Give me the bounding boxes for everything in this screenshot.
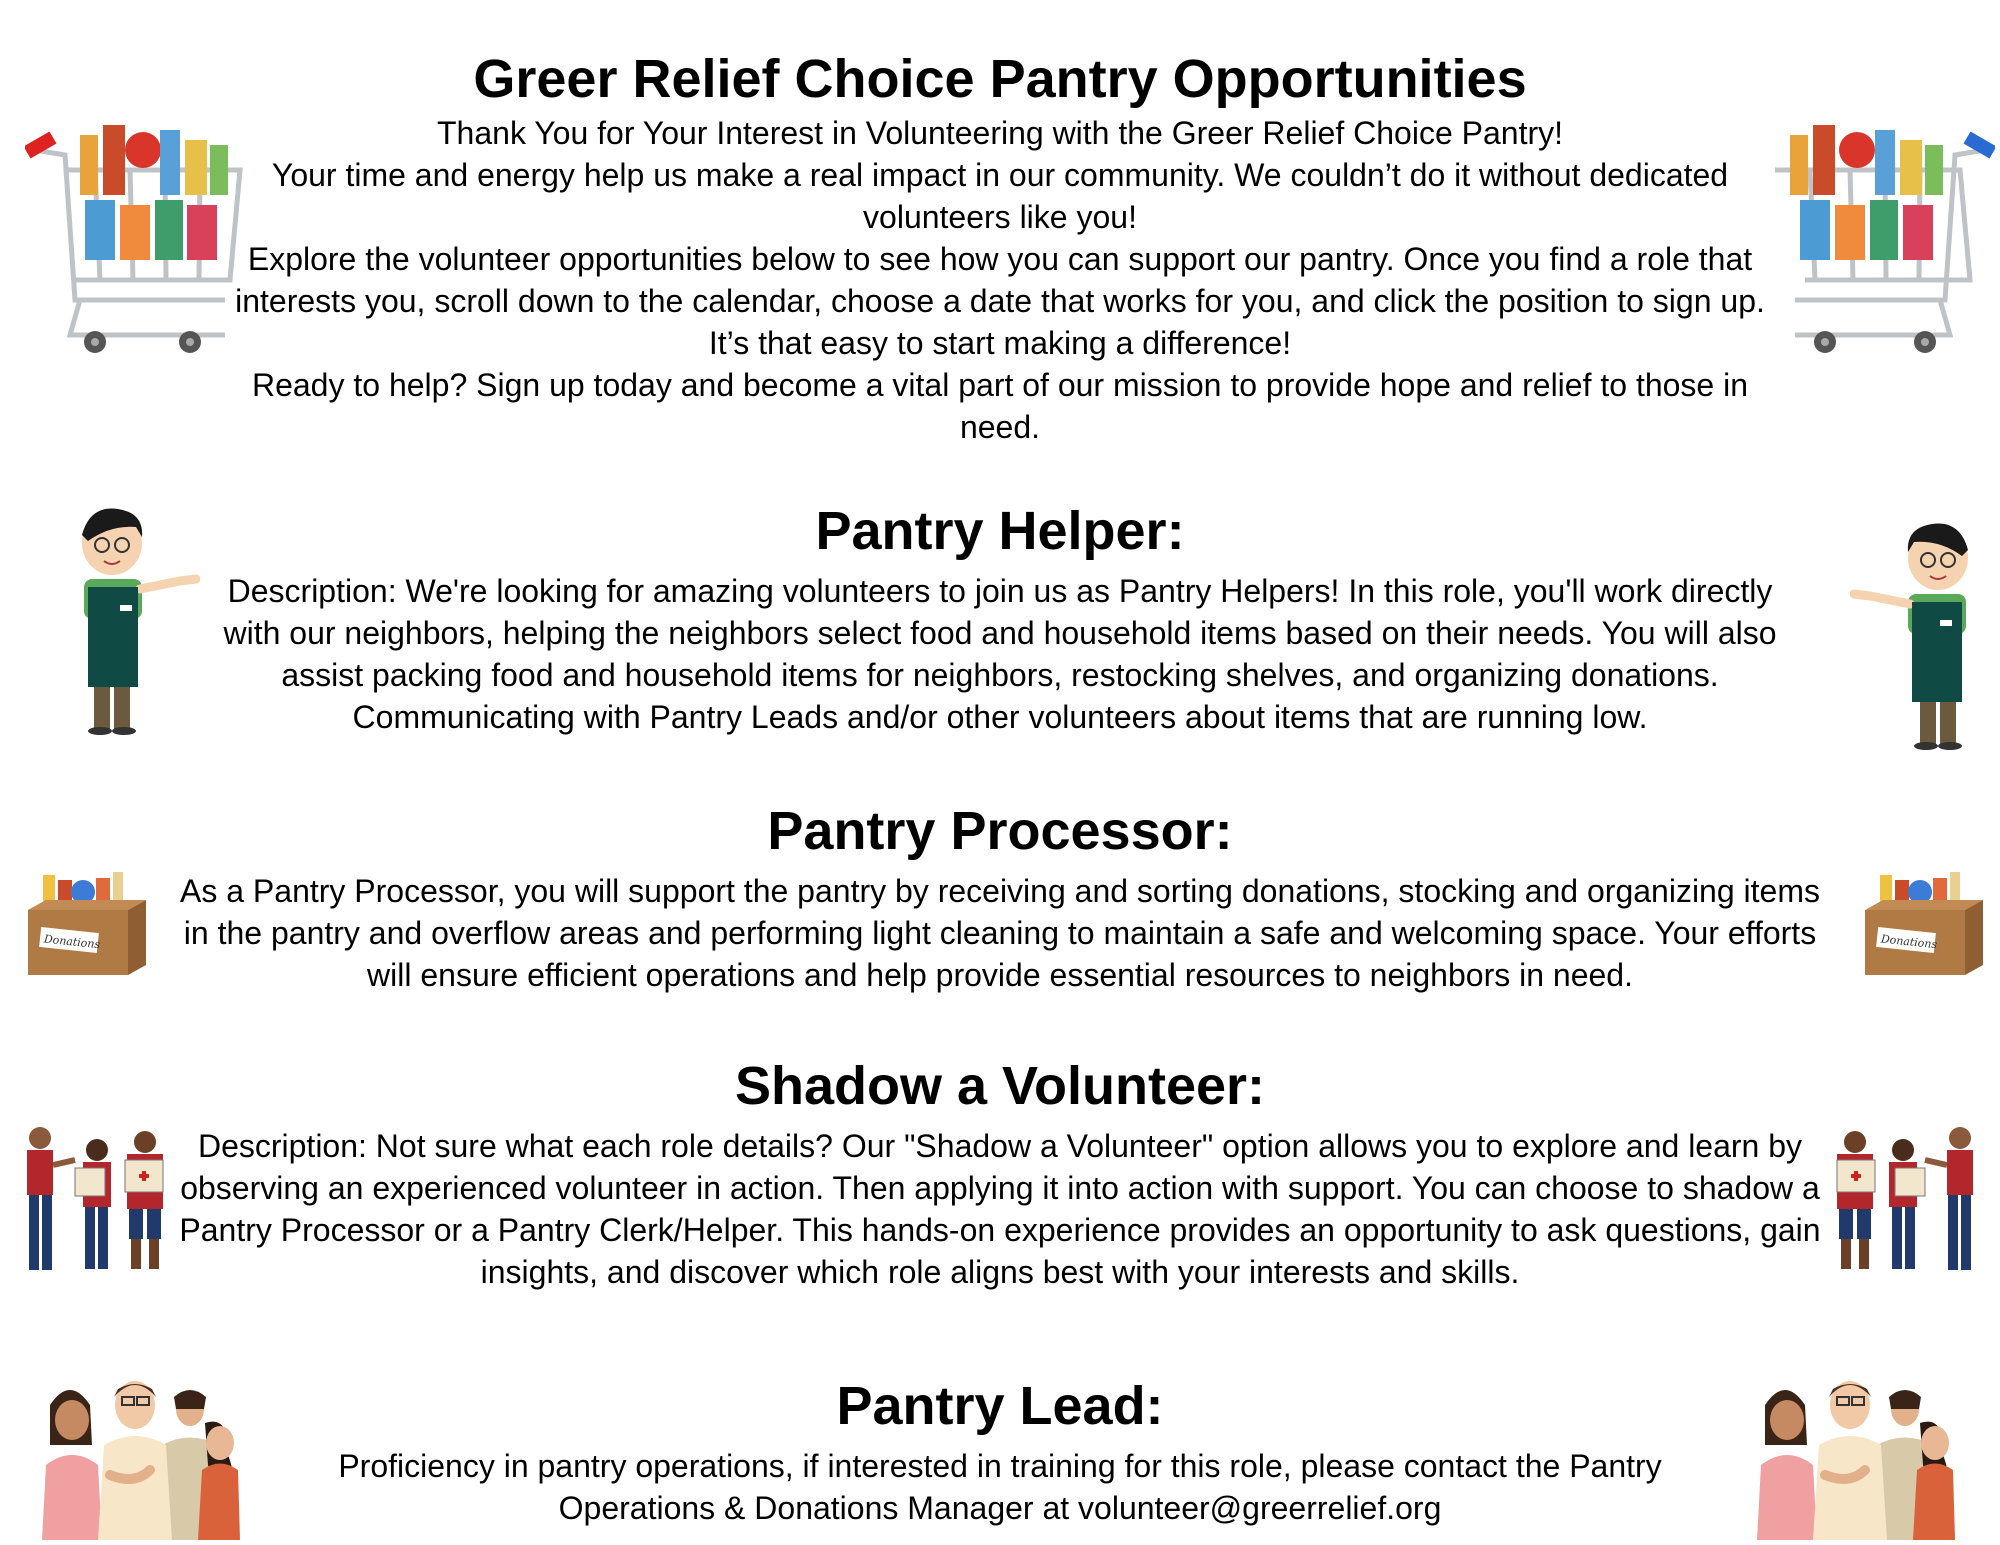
pantry-processor-description: As a Pantry Processor, you will support the pantry by receiving and sorting donations, stocking and organizing items in the pantry and overflow areas and performing light cleaning to maintain a safe and welcoming space. Your efforts will ensure efficient operations and help provide essential resources to neighbors in need.	[180, 873, 1820, 994]
team-people-icon	[1755, 1375, 1955, 1540]
shadow-volunteer-section	[170, 1055, 1830, 1293]
pantry-lead-section	[170, 1375, 1830, 1529]
shadow-volunteer-title: Shadow a Volunteer:	[734, 1056, 1266, 1116]
donations-box-label: Donations	[43, 932, 101, 952]
pantry-helper-section	[170, 500, 1830, 738]
header-section	[170, 48, 1830, 448]
intro-ready: Ready to help? Sign up today and become a vital part of our mission to provide hope and relief to those in need.	[251, 367, 1749, 446]
page-title: Greer Relief Choice Pantry Opportunities	[473, 49, 1527, 109]
team-people-icon	[40, 1375, 240, 1540]
pantry-lead-title: Pantry Lead:	[836, 1376, 1164, 1436]
intro-explore: Explore the volunteer opportunities below to see how you can support our pantry. Once you find a role that interests you, scroll down to the calendar, choose a date that works for you, and click the position to sign up. It’s that easy to start making a difference!	[235, 241, 1765, 362]
store-clerk-icon	[70, 505, 200, 735]
pantry-processor-section	[170, 800, 1830, 996]
pantry-lead-description: Proficiency in pantry operations, if interested in training for this role, please contact the Pantry Operations & Donations Manager at volunteer@greerrelief.org	[338, 1448, 1662, 1527]
pantry-helper-description: Description: We're looking for amazing volunteers to join us as Pantry Helpers! In this role, you'll work directly with our neighbors, helping the neighbors select food and household items based on their needs. You will also assist packing food and household items for neighbors, restocking shelves, and organizing donations. Communicating with Pantry Leads and/or other volunteers about items that are running low.	[223, 573, 1777, 736]
shopping-cart-icon	[25, 110, 255, 355]
donation-box-icon	[28, 870, 148, 980]
donations-box-label: Donations	[1880, 932, 1938, 952]
volunteer-group-icon	[15, 1120, 185, 1285]
store-clerk-icon	[1850, 520, 1980, 750]
donation-box-icon	[1865, 870, 1985, 980]
shadow-volunteer-description: Description: Not sure what each role details? Our "Shadow a Volunteer" option allows you to explore and learn by observing an experienced volunteer in action. Then applying it into action with support. You can choose to shadow a Pantry Processor or a Pantry Clerk/Helper. This hands-on experience provides an opportunity to ask questions, gain insights, and discover which role aligns best with your interests and skills.	[179, 1128, 1821, 1291]
intro-impact: Your time and energy help us make a real impact in our community. We couldn’t do it without dedicated volunteers like you!	[271, 157, 1729, 236]
pantry-processor-title: Pantry Processor:	[767, 801, 1233, 861]
pantry-helper-title: Pantry Helper:	[815, 501, 1185, 561]
shopping-cart-icon	[1765, 110, 1995, 355]
volunteer-group-icon	[1815, 1120, 1985, 1285]
intro-thank-you: Thank You for Your Interest in Volunteering with the Greer Relief Choice Pantry!	[437, 115, 1563, 152]
